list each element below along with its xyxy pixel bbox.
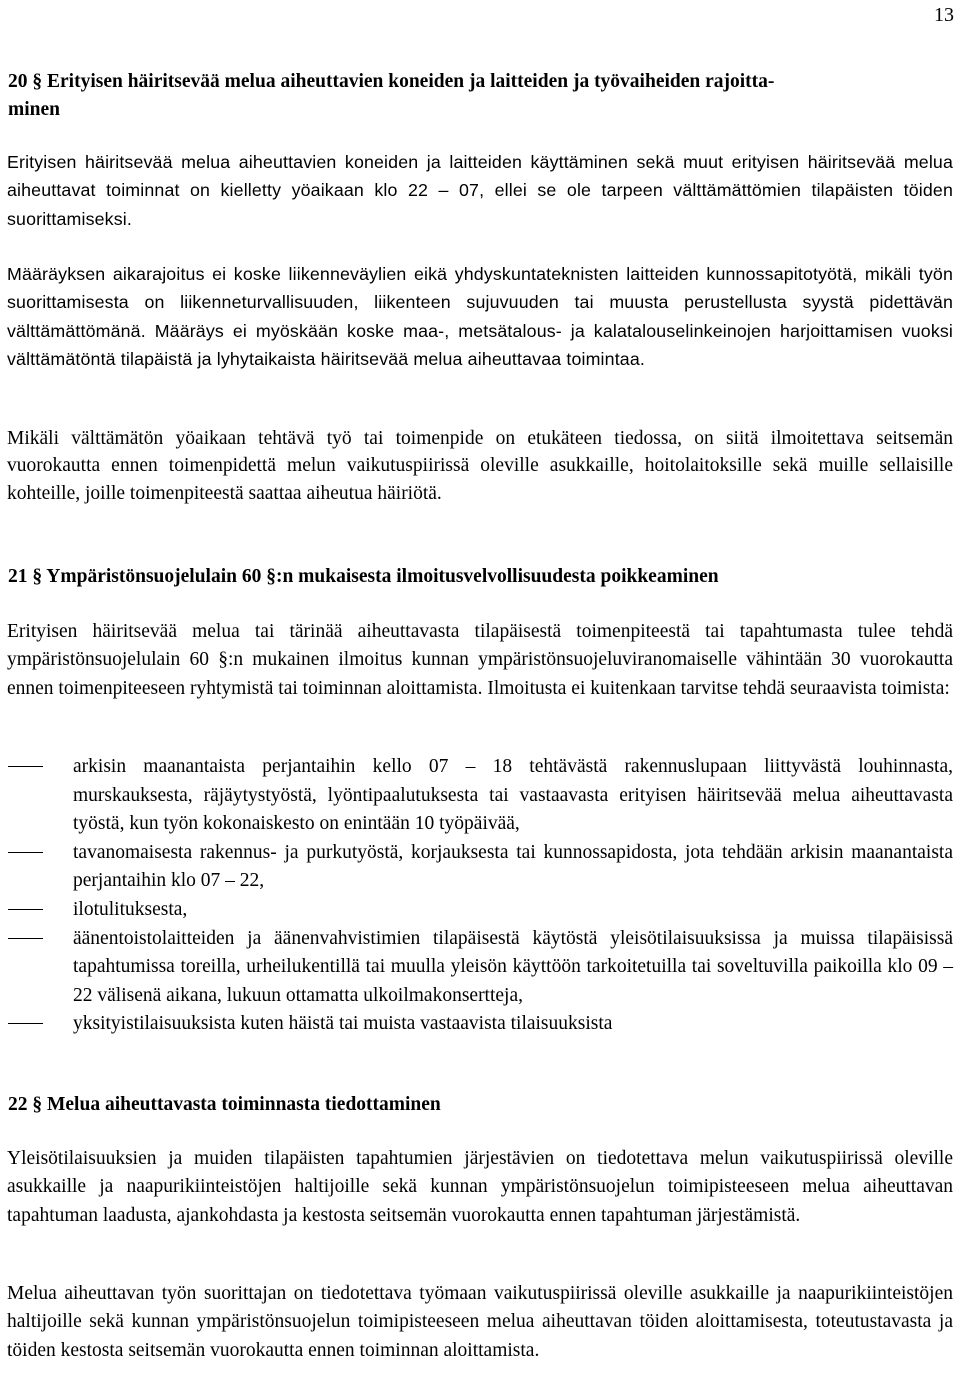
list-item-text: arkisin maanantaista perjantaihin kello 07 – 18 tehtävästä rakennuslupaan liittyvästä louhinnasta, murskauksesta, räjäytystyöstä, lyöntipaalutuksesta tai vastaavasta erityisen häiritsevää melua aiheuttavasta työstä, kun työn kokonaiskesto on enintään 10 työpäivää,: [73, 756, 953, 835]
dash-bullet-icon: [8, 909, 43, 910]
section-20-paragraph-1: Erityisen häiritsevää melua aiheuttavien koneiden ja laitteiden käyttäminen sekä muut erityisen häiritsevää melua aiheuttavat toiminnat on kielletty yöaikaan klo 22 – 07, ellei se ole tarpeen välttämättömien tilapäisten töiden suorittamiseksi.: [7, 152, 953, 229]
dash-bullet-icon: [8, 1023, 43, 1024]
section-heading-22: 22 § Melua aiheuttavasta toiminnasta tiedottaminen: [8, 1094, 441, 1115]
section-20-paragraph-3: Mikäli välttämätön yöaikaan tehtävä työ tai toimenpide on etukäteen tiedossa, on siitä ilmoitettava seitsemän vuorokautta ennen toimenpidettä melun vaikutuspiirissä oleville asukkaille, hoitolaitoksille sekä muille sellaisille kohteille, joille toimenpiteestä saattaa aiheutua häiriötä.: [7, 428, 953, 504]
list-item: [0, 753, 953, 839]
list-item-text: äänentoistolaitteiden ja äänenvahvistimien tilapäisestä käytöstä yleisötilaisuuksissa ja muissa tilapäisissä tapahtumissa toreilla, urheilukentillä tai muulla yleisön käyttöön tarkoitetuilla tai soveltuvilla paikoilla klo 09 – 22 välisenä aikana, lukuun ottamatta ulkoilmakonsertteja,: [73, 927, 953, 1006]
list-item-text: yksityistilaisuuksista kuten häistä tai muista vastaavista tilaisuuksista: [73, 1013, 613, 1035]
section-heading-21: 21 § Ympäristönsuojelulain 60 §:n mukaisesta ilmoitusvelvollisuudesta poikkeaminen: [8, 566, 719, 587]
list-item: [0, 896, 953, 925]
list-item-text: ilotulituksesta,: [73, 898, 188, 920]
dash-bullet-icon: [8, 852, 43, 853]
dash-bullet-icon: [8, 766, 43, 767]
list-item: [0, 839, 953, 896]
exemption-list: [0, 753, 953, 1039]
list-item: [0, 925, 953, 1011]
list-item: [0, 1010, 953, 1039]
list-item-text: tavanomaisesta rakennus- ja purkutyöstä, korjauksesta tai kunnossapidosta, jota tehdään arkisin maanantaista perjantaihin klo 07 – 22,: [73, 841, 953, 892]
dash-bullet-icon: [8, 938, 43, 939]
section-20-paragraph-2: Määräyksen aikarajoitus ei koske liikenneväylien eikä yhdyskuntateknisten laitteiden kunnossapitotyötä, mikäli työn suorittamisesta on liikenneturvallisuuden, liikenteen sujuvuuden tai muusta perustellusta syystä pidettävän välttämättömänä. Määräys ei myöskään koske maa-, metsätalous- ja kalatalouselinkeinojen harjoittamisen vuoksi välttämätöntä tilapäistä ja lyhytaikaista häiritsevää melua aiheuttavaa toimintaa.: [7, 264, 953, 370]
page-number: 13: [934, 4, 954, 26]
section-22-paragraph-2: Melua aiheuttavan työn suorittajan on tiedotettava työmaan vaikutuspiirissä oleville asukkaille ja naapurikiinteistöjen haltijoille sekä kunnan ympäristönsuojelun toimipisteeseen melua aiheuttavan töiden aloittamisesta, toteutustavasta ja töiden kestosta seitsemän vuorokautta ennen toiminnan aloittamista.: [7, 1283, 953, 1361]
section-heading-20: 20 § Erityisen häiritsevää melua aiheuttavien koneiden ja laitteiden ja työvaiheiden rajoitta- minen: [8, 71, 775, 120]
section-22-paragraph-1: Yleisötilaisuuksien ja muiden tilapäisten tapahtumien järjestävien on tiedotettava melun vaikutuspiirissä oleville asukkaille ja naapurikiinteistöjen haltijoille sekä kunnan ympäristönsuojelun toimipisteeseen melua aiheuttavan tapahtuman laadusta, ajankohdasta ja kestosta seitsemän vuorokautta ennen tapahtuman järjestämistä.: [7, 1148, 953, 1226]
section-21-paragraph-1: Erityisen häiritsevää melua tai tärinää aiheuttavasta tilapäisestä toimenpiteestä tai tapahtumasta tulee tehdä ympäristönsuojelulain 60 §:n mukainen ilmoitus kunnan ympäristönsuojeluviranomaiselle vähintään 30 vuorokautta ennen toimenpiteeseen ryhtymistä tai toiminnan aloittamista. Ilmoitusta ei kuitenkaan tarvitse tehdä seuraavista toimista:: [7, 621, 953, 699]
